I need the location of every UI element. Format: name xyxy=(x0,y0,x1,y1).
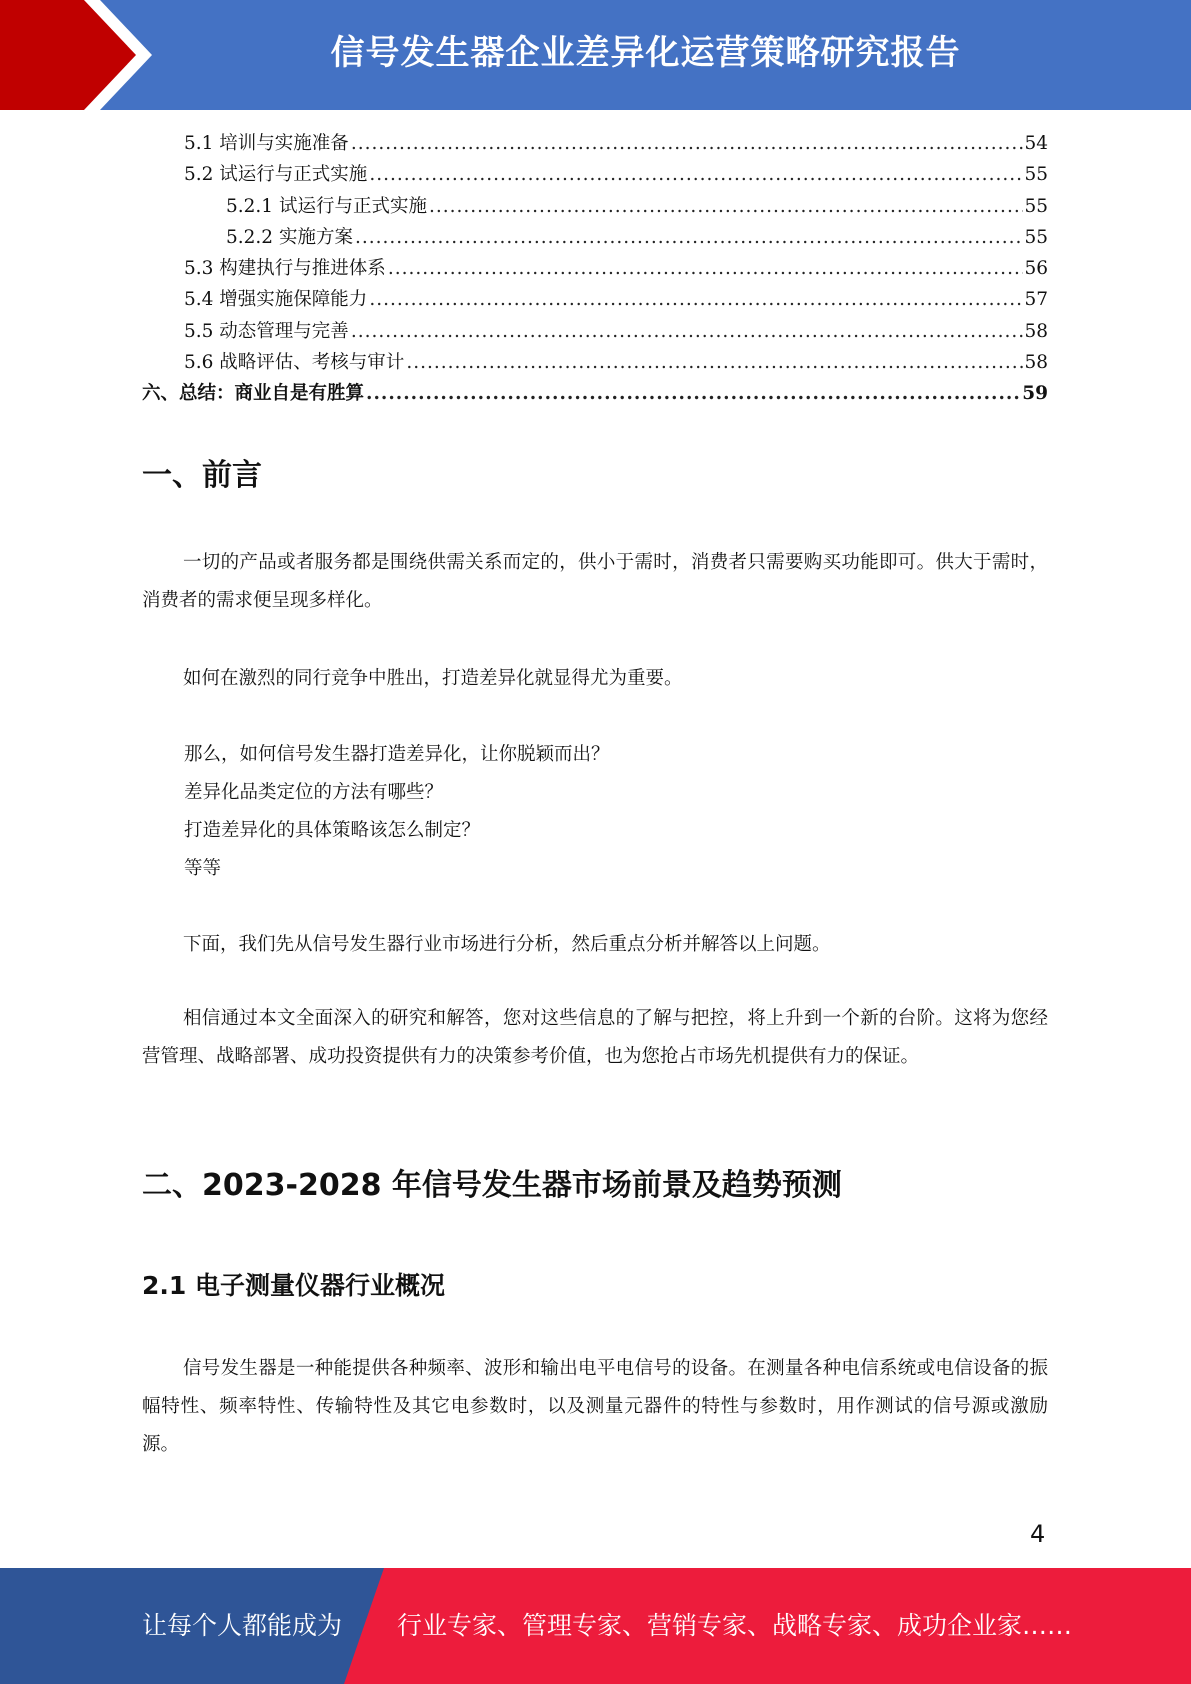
toc-leader-dots xyxy=(366,378,1021,409)
toc-leader-dots xyxy=(388,253,1024,284)
toc-entry-page: 55 xyxy=(1024,195,1048,217)
toc-entry-page: 56 xyxy=(1024,258,1048,280)
toc-leader-dots xyxy=(351,128,1024,159)
toc-entry-label: 5.6 战略评估、考核与审计 xyxy=(184,352,405,374)
toc-entry-label: 5.2.1 试运行与正式实施 xyxy=(226,195,427,217)
toc-entry-page: 58 xyxy=(1024,352,1048,374)
toc-entry[interactable] xyxy=(142,347,1048,378)
toc-entry-page: 55 xyxy=(1024,226,1048,248)
toc-leader-dots xyxy=(369,159,1023,190)
toc-leader-dots xyxy=(406,347,1023,378)
question-line: 那么，如何信号发生器打造差异化，让你脱颖而出？ xyxy=(184,744,610,765)
page-number: 4 xyxy=(1030,1520,1046,1548)
toc-entry-page: 58 xyxy=(1024,320,1048,342)
toc-entry[interactable] xyxy=(142,378,1048,409)
toc-entry-label: 5.4 增强实施保障能力 xyxy=(184,289,368,311)
toc-entry[interactable] xyxy=(142,253,1048,284)
paragraph: 一切的产品或者服务都是围绕供需关系而定的，供小于需时，消费者只需要购买功能即可。供大于需时，消费者的需求便呈现多样化。 xyxy=(142,552,1048,611)
toc-entry-page: 54 xyxy=(1024,133,1048,154)
toc-leader-dots xyxy=(351,316,1024,347)
toc-entry-page: 55 xyxy=(1024,164,1048,186)
paragraph: 信号发生器是一种能提供各种频率、波形和输出电平电信号的设备。在测量各种电信系统或电信设备的振幅特性、频率特性、传输特性及其它电参数时，以及测量元器件的特性与参数时，用作测试的信号源或激励源。 xyxy=(142,1358,1048,1455)
paragraph: 相信通过本文全面深入的研究和解答，您对这些信息的了解与把控，将上升到一个新的台阶。这将为您经营管理、战略部署、成功投资提供有力的决策参考价值，也为您抢占市场先机提供有力的保证。 xyxy=(142,1008,1048,1067)
toc-entry-label: 5.1 培训与实施准备 xyxy=(184,133,349,154)
question-line: 差异化品类定位的方法有哪些？ xyxy=(184,782,444,803)
report-title: 信号发生器企业差异化运营策略研究报告 xyxy=(330,33,961,73)
toc-leader-dots xyxy=(355,222,1024,253)
question-line: 打造差异化的具体策略该怎么制定？ xyxy=(184,820,481,841)
red-arrow-icon xyxy=(0,0,160,110)
subsection-heading: 2.1 电子测量仪器行业概况 xyxy=(142,1271,445,1300)
footer-slogan-left: 让每个人都能成为 xyxy=(142,1611,343,1640)
toc-entry-label: 5.3 构建执行与推进体系 xyxy=(184,258,386,280)
toc-entry[interactable] xyxy=(142,222,1048,253)
toc-entry[interactable] xyxy=(142,191,1048,222)
paragraph: 下面，我们先从信号发生器行业市场进行分析，然后重点分析并解答以上问题。 xyxy=(183,934,831,955)
toc-entry-label: 5.5 动态管理与完善 xyxy=(184,320,349,342)
paragraph: 如何在激烈的同行竞争中胜出，打造差异化就显得尤为重要。 xyxy=(183,668,683,689)
toc-entry-label: 5.2.2 实施方案 xyxy=(226,226,353,248)
footer-slogan-right: 行业专家、管理专家、营销专家、战略专家、成功企业家…… xyxy=(397,1611,1073,1640)
toc-entry[interactable] xyxy=(142,316,1048,347)
table-of-contents xyxy=(142,128,1048,410)
question-line: 等等 xyxy=(184,858,222,879)
toc-entry[interactable] xyxy=(142,284,1048,315)
page-footer xyxy=(0,1568,1191,1684)
toc-entry[interactable] xyxy=(142,128,1048,159)
toc-entry-label: 5.2 试运行与正式实施 xyxy=(184,164,368,186)
toc-entry-label: 六、总结：商业自是有胜算 xyxy=(142,383,365,405)
toc-entry-page: 57 xyxy=(1024,289,1048,311)
toc-entry[interactable] xyxy=(142,159,1048,190)
page-header xyxy=(0,0,1191,110)
toc-leader-dots xyxy=(429,191,1023,222)
section-heading-market-forecast: 二、2023-2028 年信号发生器市场前景及趋势预测 xyxy=(142,1168,842,1203)
section-heading-preface: 一、前言 xyxy=(142,458,262,493)
toc-entry-page: 59 xyxy=(1022,383,1048,405)
toc-leader-dots xyxy=(369,284,1023,315)
